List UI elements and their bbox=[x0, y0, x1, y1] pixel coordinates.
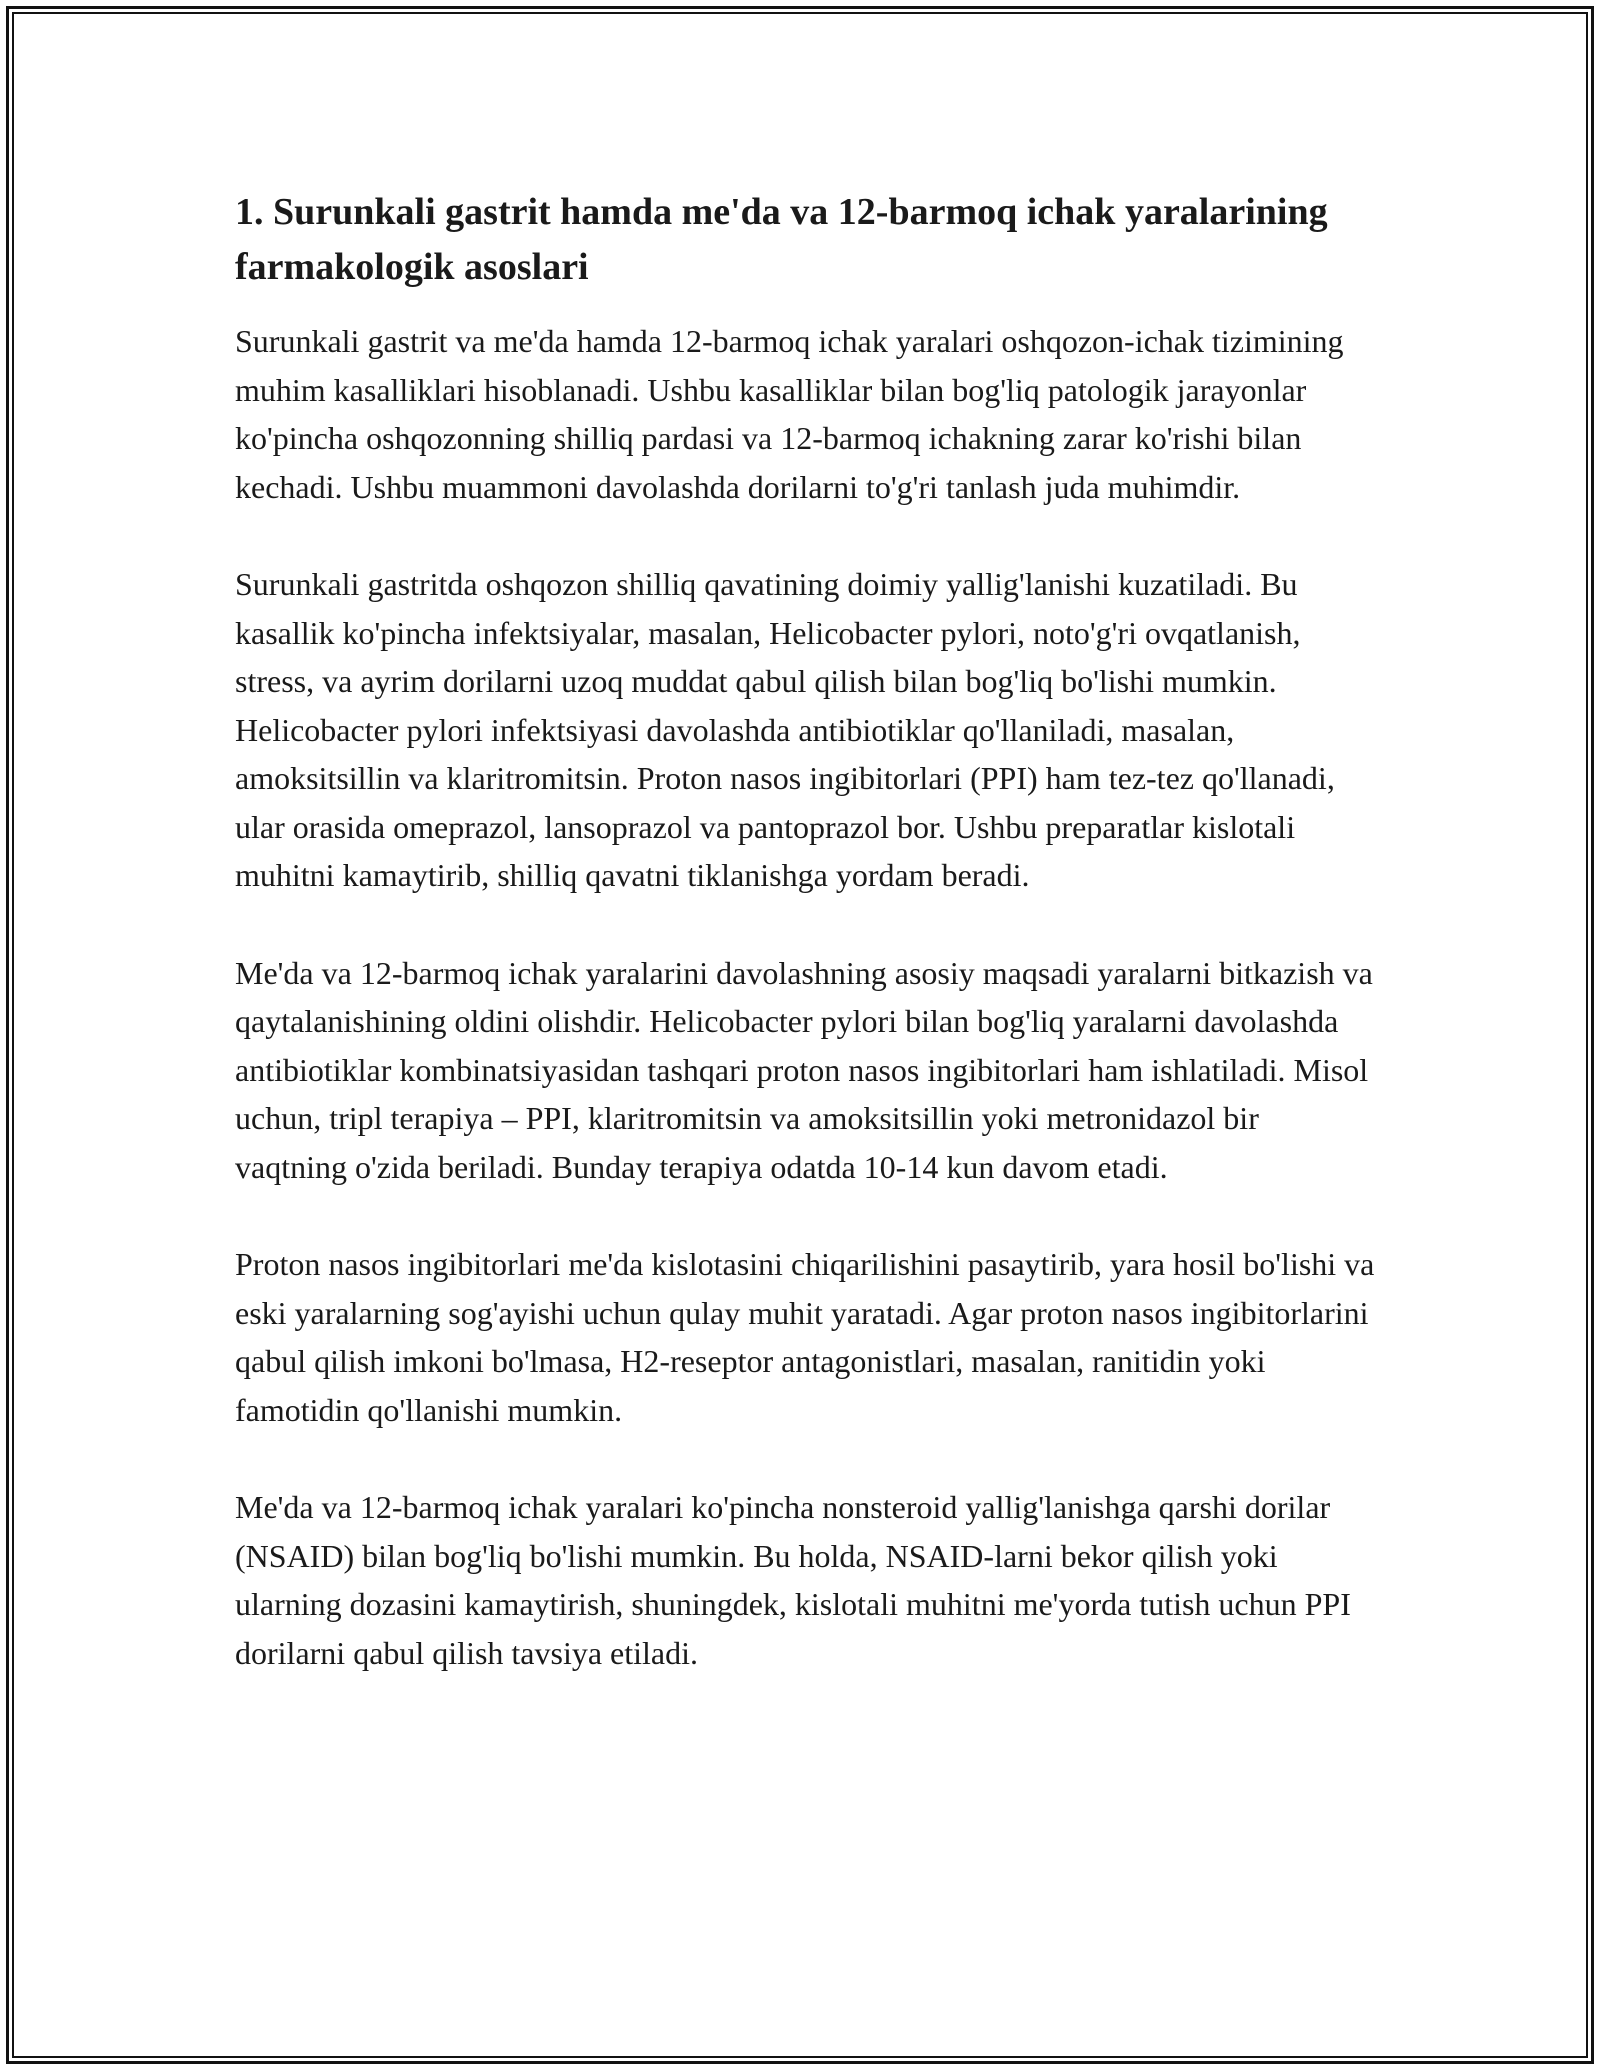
document-body bbox=[235, 185, 1375, 1726]
section-title: 1. Surunkali gastrit hamda me'da va 12-barmoq ichak yaralarining farmakologik asoslari bbox=[235, 191, 1328, 288]
paragraph: Surunkali gastrit va me'da hamda 12-barmoq ichak yaralari oshqozon-ichak tizimining muhim kasalliklari hisoblanadi. Ushbu kasalliklar bilan bog'liq patologik jarayonlar ko'pincha oshqozonning shilliq pardasi va 12-barmoq ichakning zarar ko'rishi bilan kechadi. Ushbu muammoni davolashda dorilarni to'g'ri tanlash juda muhimdir. bbox=[235, 323, 1344, 505]
paragraph: Surunkali gastritda oshqozon shilliq qavatining doimiy yallig'lanishi kuzatiladi. Bu kasallik ko'pincha infektsiyalar, masalan, Helicobacter pylori, noto'g'ri ovqatlanish, stress, va ayrim dorilarni uzoq muddat qabul qilish bilan bog'liq bo'lishi mumkin. Helicobacter pylori infektsiyasi davolashda antibiotiklar qo'llaniladi, masalan, amoksitsillin va klaritromitsin. Proton nasos ingibitorlari (PPI) ham tez-tez qo'llanadi, ular orasida omeprazol, lansoprazol va pantoprazol bor. Ushbu preparatlar kislotali muhitni kamaytirib, shilliq qavatni tiklanishga yordam beradi. bbox=[235, 566, 1335, 893]
paragraph: Me'da va 12-barmoq ichak yaralari ko'pincha nonsteroid yallig'lanishga qarshi dorilar (NSAID) bilan bog'liq bo'lishi mumkin. Bu holda, NSAID-larni bekor qilish yoki ularning dozasini kamaytirish, shuningdek, kislotali muhitni me'yorda tutish uchun PPI dorilarni qabul qilish tavsiya etiladi. bbox=[235, 1489, 1351, 1671]
paragraph: Me'da va 12-barmoq ichak yaralarini davolashning asosiy maqsadi yaralarni bitkazish va qaytalanishining oldini olishdir. Helicobacter pylori bilan bog'liq yaralarni davolashda antibiotiklar kombinatsiyasidan tashqari proton nasos ingibitorlari ham ishlatiladi. Misol uchun, tripl terapiya – PPI, klaritromitsin va amoksitsillin yoki metronidazol bir vaqtning o'zida beriladi. Bunday terapiya odatda 10-14 kun davom etadi. bbox=[235, 954, 1373, 1185]
paragraph: Proton nasos ingibitorlari me'da kislotasini chiqarilishini pasaytirib, yara hosil bo'lishi va eski yaralarning sog'ayishi uchun qulay muhit yaratadi. Agar proton nasos ingibitorlarini qabul qilish imkoni bo'lmasa, H2-reseptor antagonistlari, masalan, ranitidin yoki famotidin qo'llanishi mumkin. bbox=[235, 1246, 1375, 1428]
